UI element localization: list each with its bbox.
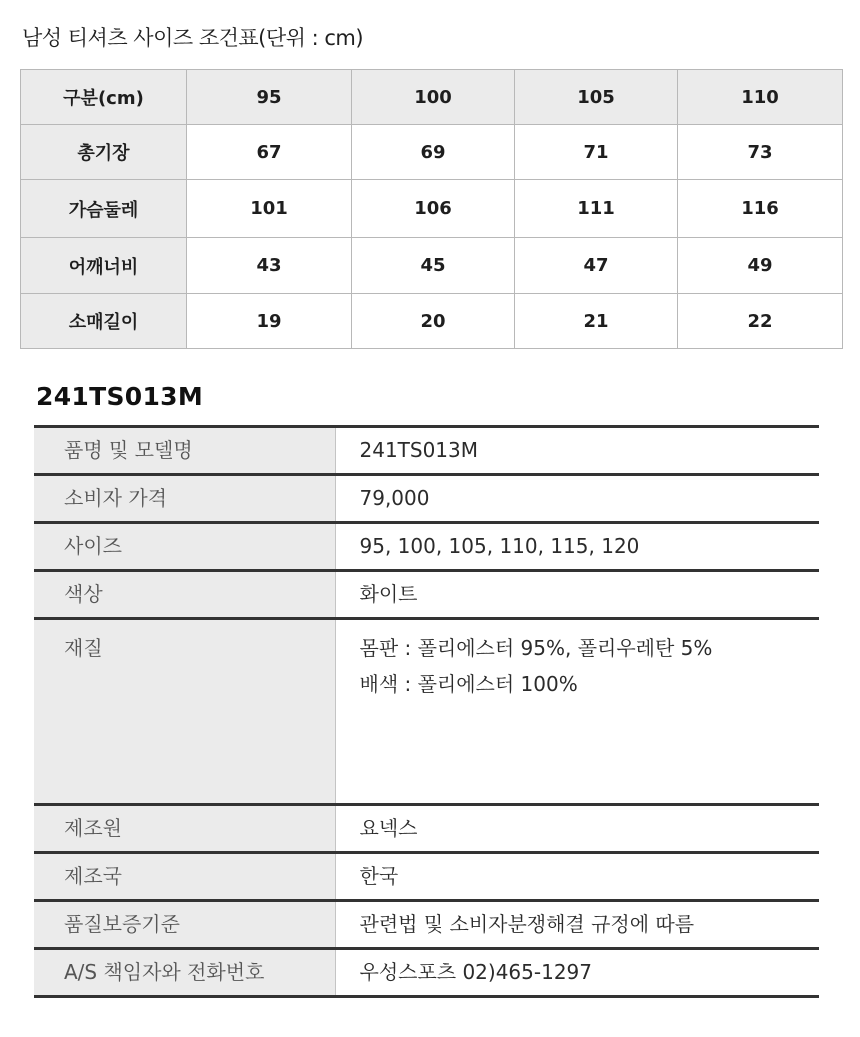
table-cell: 101	[187, 180, 352, 238]
table-cell: 45	[352, 238, 515, 294]
info-row-manufacturer	[34, 805, 819, 853]
info-value: 241TS013M	[359, 438, 479, 462]
size-chart-row-sleeve	[21, 294, 843, 349]
table-cell: 22	[678, 294, 843, 349]
table-cell: 106	[352, 180, 515, 238]
info-key: 품질보증기준	[34, 901, 335, 949]
info-row-price	[34, 475, 819, 523]
size-chart-row-shoulder	[21, 238, 843, 294]
table-cell: 69	[352, 125, 515, 180]
info-key: 품명 및 모델명	[34, 427, 335, 475]
info-key: 제조국	[34, 853, 335, 901]
info-key: 사이즈	[34, 523, 335, 571]
info-value	[335, 619, 819, 805]
header-cell-size: 100	[352, 70, 515, 125]
size-chart-row-chest	[21, 180, 843, 238]
product-info-table	[34, 425, 819, 998]
model-heading: 241TS013M	[36, 382, 204, 411]
info-key: 재질	[34, 619, 335, 805]
table-cell: 67	[187, 125, 352, 180]
info-key: 제조원	[34, 805, 335, 853]
info-value: 한국	[359, 864, 399, 888]
info-value: 관련법 및 소비자분쟁해결 규정에 따름	[359, 912, 695, 936]
size-chart-title: 남성 티셔츠 사이즈 조건표(단위 : cm)	[22, 26, 364, 50]
table-cell: 19	[187, 294, 352, 349]
table-cell: 73	[678, 125, 843, 180]
size-chart-header-row	[21, 70, 843, 125]
table-cell: 116	[678, 180, 843, 238]
info-row-warranty	[34, 901, 819, 949]
info-row-material	[34, 619, 819, 805]
info-value: 화이트	[359, 582, 418, 606]
header-cell-label: 구분(cm)	[21, 70, 187, 125]
row-label: 어깨너비	[21, 238, 187, 294]
header-cell-size: 110	[678, 70, 843, 125]
info-value: 우성스포츠 02)465-1297	[359, 960, 592, 984]
info-value: 요넥스	[359, 816, 418, 840]
table-cell: 49	[678, 238, 843, 294]
table-cell: 43	[187, 238, 352, 294]
info-value: 79,000	[359, 486, 430, 510]
info-row-country	[34, 853, 819, 901]
info-row-sizes	[34, 523, 819, 571]
info-key: A/S 책임자와 전화번호	[34, 949, 335, 997]
table-cell: 47	[515, 238, 678, 294]
table-cell: 71	[515, 125, 678, 180]
table-cell: 111	[515, 180, 678, 238]
info-value: 95, 100, 105, 110, 115, 120	[359, 534, 640, 558]
header-cell-size: 95	[187, 70, 352, 125]
info-row-color	[34, 571, 819, 619]
row-label: 총기장	[21, 125, 187, 180]
row-label: 소매길이	[21, 294, 187, 349]
info-row-as-contact	[34, 949, 819, 997]
header-cell-size: 105	[515, 70, 678, 125]
size-chart-row-length	[21, 125, 843, 180]
table-cell: 20	[352, 294, 515, 349]
info-key: 색상	[34, 571, 335, 619]
table-cell: 21	[515, 294, 678, 349]
row-label: 가슴둘레	[21, 180, 187, 238]
size-chart-table	[20, 69, 843, 349]
material-line-body: 몸판 : 폴리에스터 95%, 폴리우레탄 5%	[359, 636, 713, 660]
info-row-model	[34, 427, 819, 475]
material-line-accent: 배색 : 폴리에스터 100%	[359, 672, 578, 696]
info-key: 소비자 가격	[34, 475, 335, 523]
